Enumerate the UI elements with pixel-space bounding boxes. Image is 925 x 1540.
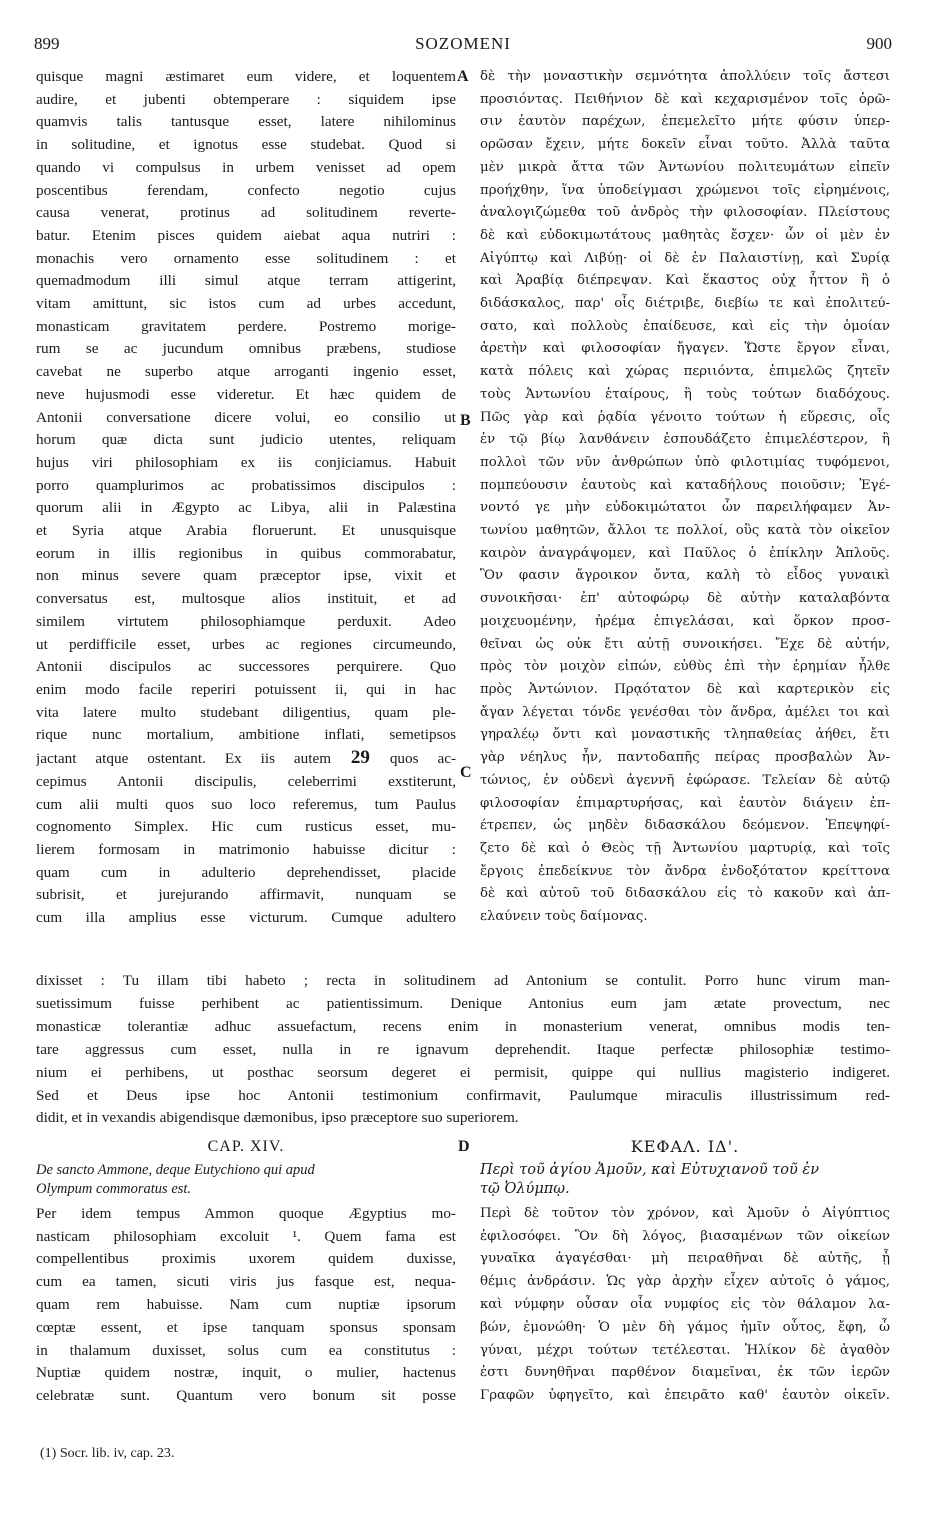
- text-line: in solitudine, et ignotus esse studebat. Quod si: [36, 136, 456, 154]
- text-line: horum quæ dicta sunt judicio utentes, reliquam: [36, 431, 456, 449]
- text-line: Sed et Deus ipse hoc Antonii testimonium confirmavit, Paulumque miraculis illustrissimum red-: [36, 1086, 890, 1104]
- page-number-left: 899: [34, 34, 60, 53]
- text-line: Nuptiæ quidem nostræ, inquit, o mulier, hactenus: [36, 1364, 456, 1382]
- greek-column: [480, 66, 890, 929]
- running-header: [34, 34, 892, 64]
- text-line: ἀρετὴν καὶ φιλοσοφίαν ἤγαγεν. Ὥστε ἔργον εἶναι,: [480, 341, 890, 357]
- greek-chapter-section: [480, 1136, 890, 1408]
- latin-chapter-section: [36, 1136, 456, 1408]
- text-line: ορῶσαν ἔχειν, μήτε δοκεῖν εἶναι τοῦτο. Ἀλλὰ ταῦτα: [480, 137, 890, 153]
- greek-chapter-heading: ΚΕΦΑΛ. ΙΔ'.: [630, 1137, 740, 1156]
- text-line: quemadmodum illi simul atque terram attigerint,: [36, 272, 456, 290]
- text-line: non minus severe quam præceptor ipse, vixit et: [36, 567, 456, 585]
- text-line: quisque magni æstimaret eum videre, et loquentem: [36, 68, 456, 85]
- text-line: γύναι, μέχρι τούτων τετέλεσται. Ἠλίκον δὲ ἀγαθὸν: [480, 1342, 890, 1358]
- text-line: πομπεύουσιν ἑαυτοὺς καὶ καταδήλους ποιοῦσιν; Ἐγέ-: [480, 477, 890, 493]
- text-line: γὰρ νέηλυς ἦν, παντοδαπῆς πείρας προσβαλὼν Ἀν-: [480, 750, 890, 766]
- text-line: γηραλέῳ ὄντι καὶ μοναστικῆς τληπαθείας ἀήθει, ἔτι: [480, 727, 890, 743]
- greek-chapter-subtitle: Περὶ τοῦ ἁγίου Ἀμοῦν, καὶ Εὐτυχιανοῦ τοῦ ἐν τῷ Ὀλύμπῳ.: [480, 1161, 820, 1197]
- text-line: προήχθην, ἵνα ὑποδείγμασι χρώμενοι τοῖς εἰρημένοις,: [480, 182, 890, 198]
- text-line: quamvis talis tantusque esset, latere nihilominus: [36, 113, 456, 131]
- text-line: ἀναλογιζώμεθα τοῦ ἀνδρὸς τὴν φιλοσοφίαν. Πλείστους: [480, 205, 890, 221]
- text-line: τοὺς Ἀντωνίου ἑταίρους, ἢ τοὺς τούτων διαδόχους.: [480, 386, 890, 402]
- text-line: καιρὸν ἀναγράψομεν, καὶ Παῦλος ὁ ἐπίκλην Ἁπλοῦς.: [480, 545, 890, 561]
- text-line: enim modo facile reperiri potuissent ii, qui in hac: [36, 680, 456, 698]
- text-line: Αἰγύπτῳ καὶ Λιβύῃ· οἱ δὲ ἐν Παλαιστίνῃ, καὶ Συρίᾳ: [480, 250, 890, 266]
- text-line: γυναῖκα ἀγαγέσθαι· μὴ πειραθῆναι δὲ αὐτῆς, ᾗ: [480, 1251, 890, 1267]
- text-line: Per idem tempus Ammon quoque Ægyptius mo-: [36, 1204, 456, 1222]
- text-line: dixisset : Tu illam tibi habeto ; recta in solitudinem ad Antonium se contulit. Porro hunc virum man-: [36, 972, 890, 989]
- text-line: rum se ac jucundum omnibus præbens, studiose: [36, 340, 456, 358]
- text-line: ἐστι δυνηθῆναι παρθένον διαμεῖναι, ἐκ τῶν ἱερῶν: [480, 1365, 890, 1381]
- text-line: vita latere multo studebant diligentius, quam ple-: [36, 703, 456, 721]
- text-line: nium ei perhibens, ut posthac seorsum degeret ei permisit, quippe qui nullius magisterio indigeret.: [36, 1063, 890, 1081]
- footnote: (1) Socr. lib. iv, cap. 23.: [40, 1446, 175, 1461]
- margin-marker-d: D: [458, 1138, 470, 1155]
- text-line: νοντό γε μὴν εὐδοκιμώτατοι ὧν παρειλήφαμεν Ἀν-: [480, 500, 890, 516]
- text-line: Antonii discipulos ac successores perquirere. Quo: [36, 658, 456, 676]
- text-line: et Syria atque Arabia floruerunt. Et unusquisque: [36, 522, 456, 540]
- text-line: suetissimum fuisse perhibent ac patientissimum. Denique Antonius eum jam ætate provectum, nec: [36, 994, 890, 1012]
- text-line: cum illa amplius esse victurum. Cumque adultero: [36, 909, 456, 927]
- text-line: δὲ καὶ αὐτοῦ τοῦ διδασκάλου εἰς τὸ κακοῦν καὶ ἀπ-: [480, 886, 890, 902]
- text-line: monachis vero ornamento esse solitudinem : et: [36, 249, 456, 267]
- text-line: ζετο δὲ καὶ ὁ Θεὸς τῇ Ἀντωνίου μαρτυρίᾳ, καὶ τοῖς: [480, 840, 890, 856]
- text-line: τώνιος, ἐν οὐδενὶ ἀγεννῆ ἐφώρασε. Τελείαν δὲ αὐτῷ: [480, 772, 890, 788]
- text-line: Περὶ δὲ τοῦτον τὸν χρόνον, καὶ Ἀμοῦν ὁ Αἰγύπτιος: [480, 1205, 890, 1221]
- greek-chapter-text: [480, 1203, 890, 1408]
- margin-marker-c: C: [460, 764, 472, 781]
- text-line: quorum alii in Ægypto ac Libya, alii in Palæstina: [36, 499, 456, 517]
- text-line: φιλοσοφίαν ἐπιμαρτυρήσας, καὶ ἑαυτὸν διάγειν ἐπ-: [480, 795, 890, 811]
- text-line: καὶ νύμφην οὖσαν οἷα νυμφίος εἰς τὸν θάλαμον λα-: [480, 1296, 890, 1312]
- text-line: κατὰ πόλεις καὶ χώρας περιιόντα, ἐπιμελῶς ζητεῖν: [480, 364, 890, 380]
- text-line: μὲν μικρὰ ἄττα τῶν Ἀντωνίου πολιτευμάτων εἰπεῖν: [480, 159, 890, 175]
- text-line: τωνίου μαθητῶν, ἄλλοι τε πολλοί, οὓς κατὰ τὸν οἰκεῖον: [480, 523, 890, 539]
- text-line: cum alii multi quos suo loco referemus, tum Paulus: [36, 795, 456, 813]
- text-line: ἄγαν λέγεται τόνδε γενέσθαι τὸν ἄνδρα, ἀμέλει τοι καὶ: [480, 704, 890, 720]
- text-line: tare aggressus cum esset, nulla in re ignavum deprehendit. Itaque perfectæ philosophiæ testimo-: [36, 1040, 890, 1058]
- latin-full-width-paragraph: [36, 970, 890, 1130]
- text-line: μοιχευομένην, ἠρέμα ἐπιγελάσαι, καὶ ὅρκον προσ-: [480, 613, 890, 629]
- text-line: ελαύνειν τοὺς δαίμονας.: [480, 909, 648, 925]
- latin-chapter-heading: CAP. XIV.: [207, 1138, 285, 1155]
- page-number-right: 900: [866, 34, 892, 53]
- text-line: subrisit, et jurejurando affirmavit, nunquam se: [36, 886, 456, 904]
- text-line: θεῖναι ὡς οὐκ ἔτι αὐτῇ συνοικήσει. Ἔχε δὲ αὐτήν,: [480, 636, 890, 652]
- text-line: δὲ καὶ εὐδοκιμωτάτους μαθητὰς ἔσχεν· ὧν οἱ μὲν ἐν: [480, 227, 890, 243]
- text-line: neve hujusmodi esse videretur. Et hæc quidem de: [36, 385, 456, 403]
- latin-chapter-subtitle: De sancto Ammone, deque Eutychiono qui apud Olympum commoratus est.: [36, 1161, 315, 1197]
- text-line: similem virtutem philosophiamque perduxit. Adeo: [36, 612, 456, 630]
- text-line: lierem formosam in matrimonio habuisse dicitur :: [36, 840, 456, 858]
- text-line: nasticam philosophiam excoluit ¹. Quem fama est: [36, 1227, 456, 1245]
- text-line: πρὸς Ἀντώνιον. Πρᾳότατον δὲ καὶ καρτερικὸν εἰς: [480, 681, 890, 697]
- latin-chapter-text: [36, 1203, 456, 1408]
- text-line: καὶ Ἀραβίᾳ διέπρεψαν. Καὶ ἕκαστος οὐχ ἧττον ἢ ὁ: [480, 273, 890, 289]
- text-line: δὲ τὴν μοναστικὴν σεμνότητα ἀπολλύειν τοῖς ἄστεσι: [480, 69, 890, 84]
- text-line: monasticæ tolerantiæ adhuc assuefactum, recens enim in monasterium venerat, omnibus modis ten-: [36, 1017, 890, 1035]
- text-line: πολλοὶ τῶν νῦν ἀνθρώπων ὑπὸ φιλοτιμίας τυφόμενοι,: [480, 454, 890, 470]
- text-line: Ὃν φασιν ἄγροικον ὄντα, καλὴ τὸ εἶδος γυναικὶ: [480, 568, 890, 584]
- text-line: rique nunc mortalium, ambitione inflati, semetipsos: [36, 726, 456, 744]
- text-line: conversatus est, multosque alios instituit, et ad: [36, 590, 456, 608]
- text-line: causa venerat, protinus ad solitudinem reverte-: [36, 204, 456, 222]
- text-fragment: quos ac-: [389, 750, 456, 768]
- text-line: βών, ἐμονώθη· Ὁ μὲν δὴ γάμος ἡμῖν οὗτος, ἔφη, ὦ: [480, 1319, 890, 1335]
- text-line: eorum in illis regionibus in quibus commorabatur,: [36, 544, 456, 562]
- text-line: διδάσκαλος, παρ' οἷς διέτριβε, διεβίω τε καὶ ἐπολιτεύ-: [480, 296, 890, 312]
- text-line: quam cum in adulterio deprehendisset, placide: [36, 863, 456, 881]
- text-line: hujus viri philosophiam ex iis conjiciamus. Habuit: [36, 453, 456, 471]
- text-line: cum ea tamen, sicuti viris jus fasque est, nequa-: [36, 1273, 456, 1291]
- text-line: cepimus Antonii discipulis, celeberrimi exstiterunt,: [36, 772, 456, 790]
- latin-column: [36, 66, 456, 930]
- text-line: cœptæ essent, et ipse tanquam sponsus sponsam: [36, 1318, 456, 1336]
- text-line: ut perdifficile esset, urbes ac regiones circumeundo,: [36, 635, 456, 653]
- text-line: cavebat ne superbo atque arroganti ingenio esset,: [36, 363, 456, 381]
- text-line: vitam amittunt, sic istos cum ad urbes accedunt,: [36, 295, 456, 313]
- margin-marker-b: B: [460, 412, 471, 429]
- text-line: batur. Etenim pisces quidem aiebat aqua nutriri :: [36, 226, 456, 244]
- text-line: quam rem habuisse. Nam cum nuptiæ ipsorum: [36, 1295, 456, 1313]
- text-line: porro quamplurimos ac probatissimos discipulos :: [36, 476, 456, 494]
- text-line: πρὸς τὸν μοιχὸν εἰπών, εὐθὺς ἐπὶ τὴν ἐρημίαν ἦλθε: [480, 659, 890, 675]
- text-line: quando vi compulsus in urbem venisset ad opem: [36, 158, 456, 176]
- text-line: compellentibus proximis uxorem quidem duxisse,: [36, 1250, 456, 1268]
- text-line: προσιόντας. Πειθήνιον δὲ καὶ κεχαρισμένον τοῖς ὁρῶ-: [480, 91, 890, 107]
- text-line: didit, et in vexandis abigendisque dæmonibus, ipso præceptore suo superiorem.: [36, 1109, 519, 1127]
- margin-marker-a: A: [457, 68, 469, 85]
- text-line: jactant atque ostentant. Ex iis autem 29 quos ac-: [36, 747, 456, 769]
- text-line: in thalamum duxisset, solus cum ea constitutus :: [36, 1341, 456, 1359]
- text-line: cognomento Simplex. Hic cum rusticus esset, mu-: [36, 818, 456, 836]
- text-line: ἐν τῷ βίῳ λανθάνειν ἐσπουδάζετο ἐπιμελέστερον, ἢ: [480, 432, 890, 448]
- column-number: 29: [331, 747, 390, 769]
- running-title: SOZOMENI: [415, 34, 511, 53]
- text-line: συνοικῆσαι· ἐπ' αὐτοφώρῳ δὲ αὐτὴν καταλαβόντα: [480, 591, 890, 607]
- text-line: θέμις ἀνδράσιν. Ὡς γὰρ ἀρχὴν εἶχεν αὐτοῖς ὁ γάμος,: [480, 1274, 890, 1290]
- text-line: σιν ἑαυτὸν παρέχων, ἐπεμελεῖτο μήτε φύσιν ὑπερ-: [480, 114, 890, 130]
- text-line: celebratæ sunt. Quantum vero bonum sit posse: [36, 1387, 456, 1405]
- text-line: ἐφιλοσόφει. Ὃν δὴ λόγος, βιασαμένων τῶν οἰκείων: [480, 1228, 890, 1244]
- text-line: ἔργοις ἐπεδείκνυε τὸν ἄνδρα ἐνδοξότατον κρείττονα: [480, 863, 890, 879]
- text-line: monasticam gravitatem perdere. Postremo morige-: [36, 317, 456, 335]
- text-line: σατο, καὶ πολλοὺς ἐπαίδευσε, καὶ εἰς τὴν ὁμοίαν: [480, 318, 890, 334]
- text-line: audire, et jubenti obtemperare : siquidem ipse: [36, 90, 456, 108]
- text-line: Πῶς γὰρ καὶ ῥᾳδία γένοιτο τούτων ἡ εὕρεσις, οἷς: [480, 409, 890, 425]
- text-line: poscentibus ferendam, confecto negotio cujus: [36, 181, 456, 199]
- text-line: Antonii conversatione dicere volui, eo consilio ut: [36, 408, 456, 426]
- text-line: έτρεπεν, ὡς μηδὲν διδασκάλου δεόμενον. Ἐπεψηφί-: [480, 818, 890, 834]
- text-line: Γραφῶν ὑφηγεῖτο, καὶ ἐπειρᾶτο καθ' ἑαυτὸν οἰκεῖν.: [480, 1388, 890, 1404]
